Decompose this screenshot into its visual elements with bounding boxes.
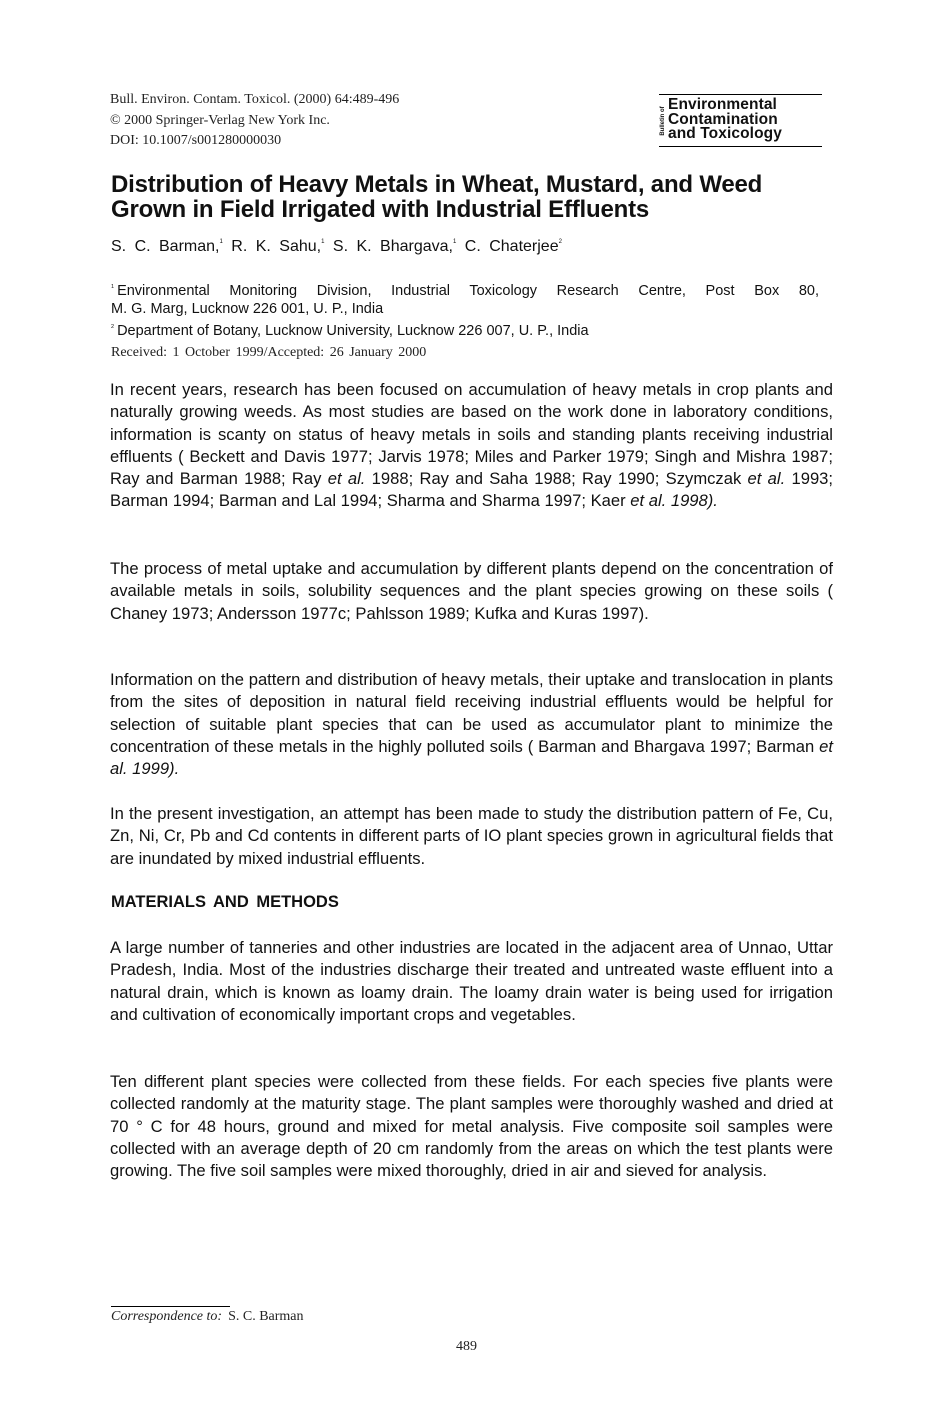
affiliation-2: $^2$ Department of Botany, Lucknow University, Lucknow 226 007, U. P., India <box>111 323 589 339</box>
logo-line-1: Environmental <box>668 96 777 113</box>
body-paragraph-2: The process of metal uptake and accumulation by different plants depend on the concentration of available metals in soils, solubility sequences and the plant species growing on these soils ( Chaney 1973; Andersson 1977c; Pahlsson 1989; Kufka and Kuras 1997). <box>110 559 833 623</box>
author: C. Chaterjee <box>464 238 559 255</box>
received-date: Received: 1 October 1999/Accepted: 26 January 2000 <box>111 345 427 360</box>
author-affil-mark: 2 <box>558 239 562 245</box>
logo-wordmark <box>668 98 782 142</box>
author: S. C. Barman, <box>111 238 220 255</box>
copyright-line: © 2000 Springer-Verlag New York Inc. <box>110 112 330 128</box>
doi-line: DOI: 10.1007/s001280000030 <box>110 133 282 148</box>
author-affil-mark: 1 <box>452 239 457 245</box>
logo-line-3: and Toxicology <box>668 125 782 142</box>
affiliation-1-line-1: $^1$ Environmental Monitoring Division, Industrial Toxicology Research Centre, Post Box 80, <box>111 283 819 299</box>
logo-bulletin-text: Bulletin of <box>659 106 666 136</box>
section-heading: MATERIALS AND METHODS <box>111 893 339 911</box>
citation-line: Bull. Environ. Contam. Toxicol. (2000) 64:489-496 <box>110 92 400 107</box>
body-paragraph-6: Ten different plant species were collected from these fields. For each species five plants were collected randomly at the maturity stage. The plant samples were thoroughly washed and dried at 70 ° C for 48 hours, ground and mixed for metal analysis. Five composite soil samples were collected with an average depth of 20 cm randomly from the areas on which the test plants were growing. The five soil samples were mixed thoroughly, dried in air and sieved for analysis. <box>110 1072 833 1181</box>
correspondence-footnote: Correspondence to: S. C. Barman <box>111 1309 304 1324</box>
title-line-1: Distribution of Heavy Metals in Wheat, Mustard, and Weed <box>111 171 763 198</box>
journal-logo <box>659 94 822 147</box>
author: R. K. Sahu, <box>231 238 322 255</box>
body-paragraph-1: In recent years, research has been focused on accumulation of heavy metals in crop plants and naturally growing weeds. As most studies are based on the work done in laboratory conditions, information is scanty on status of heavy metals in soils and standing plants receiving industrial effluents ( Beckett and Davis 1977; Jarvis 1978; Miles and Parker 1979; Singh and Mishra 1987; Ray and Barman 1988; Ray et al. 1988; Ray and Saha 1988; Ray 1990; Szymczak et al. 1993; Barman 1994; Barman and Lal 1994; Sharma and Sharma 1997; Kaer et al. 1998). <box>110 380 834 511</box>
footnote-divider <box>111 1306 230 1307</box>
author-affil-mark: 1 <box>219 239 223 245</box>
body-paragraph-5: A large number of tanneries and other industries are located in the adjacent area of Unnao, Uttar Pradesh, India. Most of the industries discharge their treated and untreated waste effluent into a natural drain, which is known as loamy drain. The loamy drain water is being used for irrigation and cultivation of economically important crops and vegetables. <box>110 938 833 1024</box>
author-affil-mark: 1 <box>321 239 325 245</box>
body-paragraph-4: In the present investigation, an attempt has been made to study the distribution pattern of Fe, Cu, Zn, Ni, Cr, Pb and Cd contents in different parts of IO plant species grown in agricultural fields that are inundated by mixed industrial effluents. <box>110 804 833 868</box>
affiliation-1-line-2: M. G. Marg, Lucknow 226 001, U. P., India <box>111 301 384 317</box>
paper-title <box>111 172 831 222</box>
journal-header <box>110 90 399 152</box>
logo-line-2: Contamination <box>668 110 778 128</box>
author-list <box>111 238 562 256</box>
affiliations <box>111 278 819 340</box>
title-line-2: Grown in Field Irrigated with Industrial Effluents <box>111 196 650 223</box>
page-number: 489 <box>456 1339 477 1354</box>
body-paragraph-3: Information on the pattern and distribution of heavy metals, their uptake and translocation in plants from the sites of deposition in natural field receiving industrial effluents would be helpful for selection of suitable plant species that can be used as accumulator plant to minimize the concentration of these metals in the highly polluted soils ( Barman and Bhargava 1997; Barman et al. 1999). <box>110 670 833 779</box>
author: S. K. Bhargava, <box>332 238 453 255</box>
